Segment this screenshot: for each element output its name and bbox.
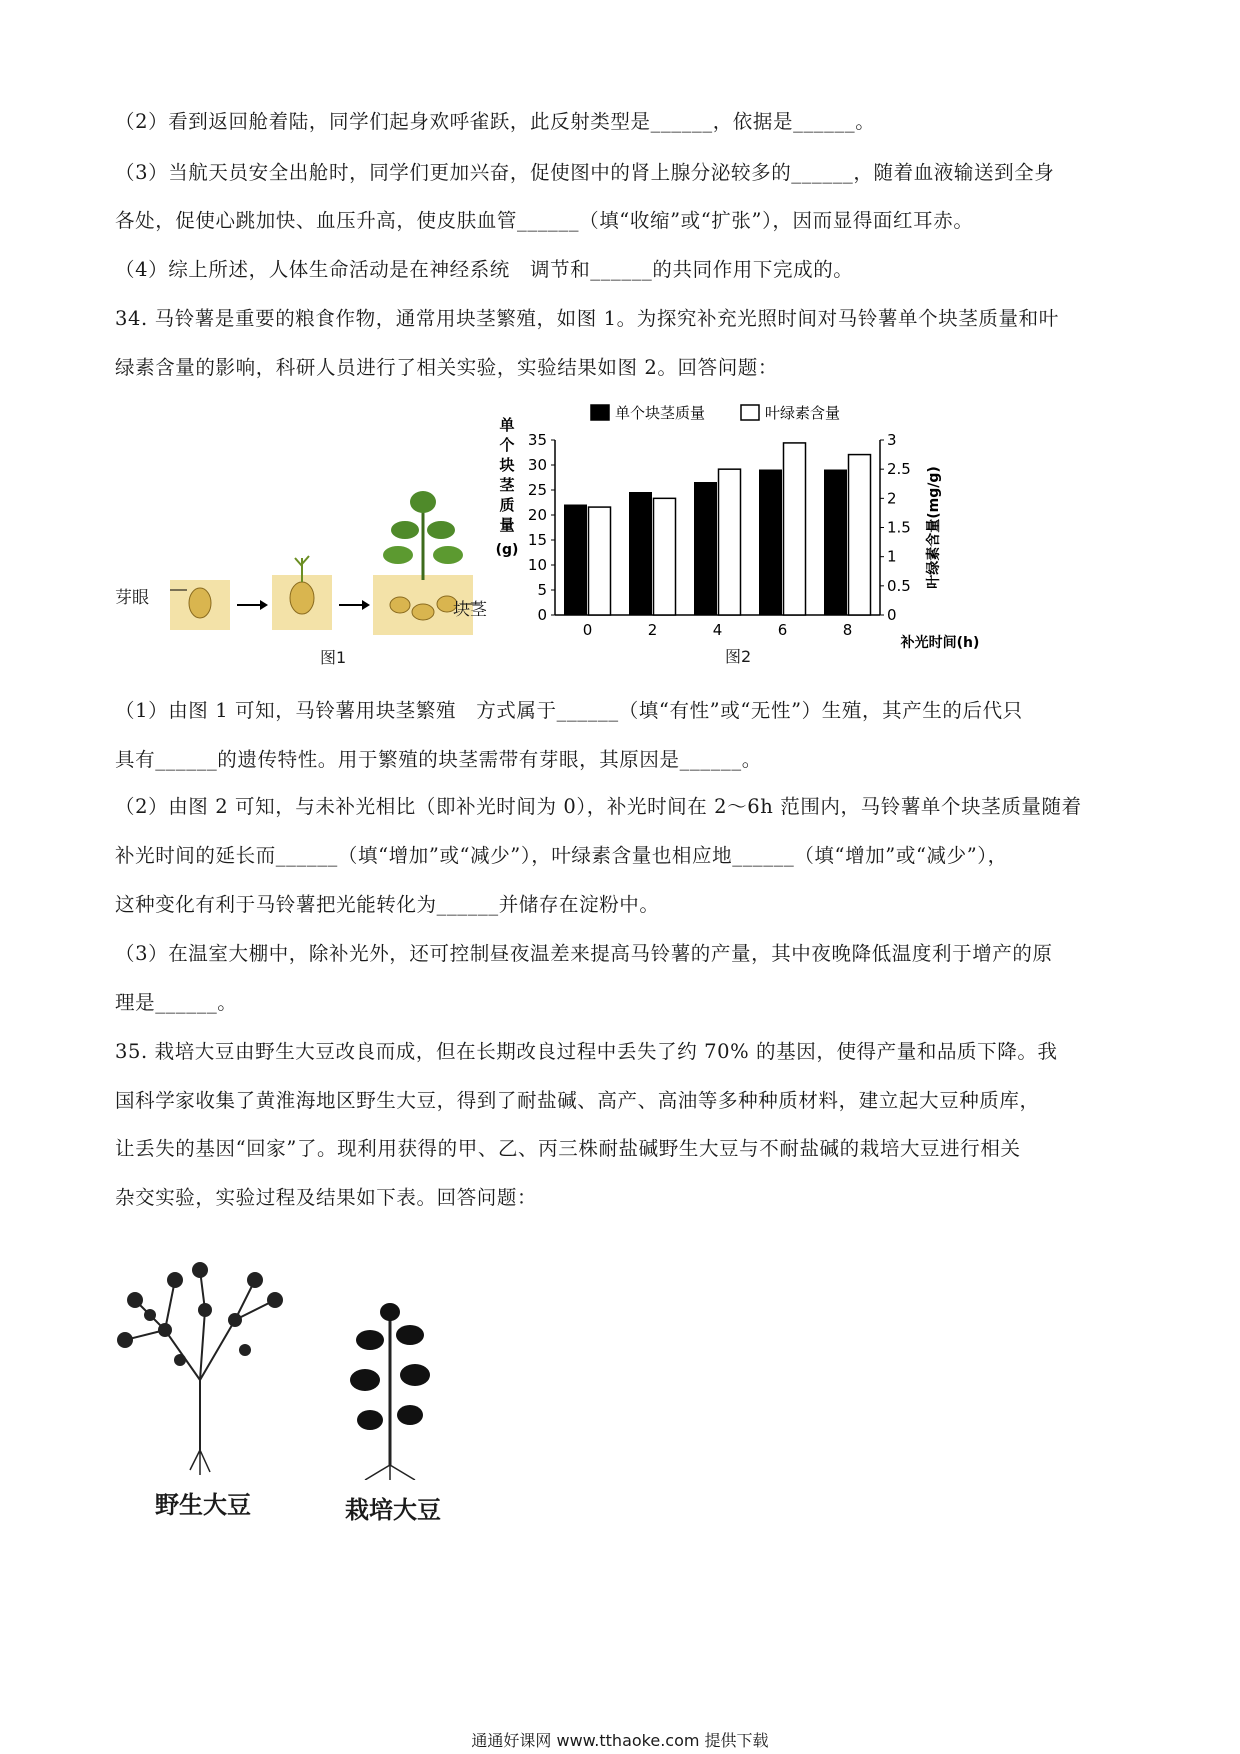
left-axis-unit: (g) [495, 542, 519, 558]
q34-stem-line1: 34. 马铃薯是重要的粮食作物，通常用块茎繁殖，如图 1。为探究补充光照时间对马铃薯单个块茎质量和叶 [115, 307, 1059, 330]
tuber-label: 块茎 [453, 600, 487, 620]
left-axis-label-char: 量 [499, 516, 515, 534]
left-tick-label: 30 [527, 456, 547, 474]
right-tick-label: 0 [887, 606, 897, 624]
right-axis-label: 叶绿素含量(mg/g) [926, 466, 942, 589]
x-tick-label: 8 [842, 621, 853, 639]
bar-tuber-mass [825, 470, 847, 615]
bar-tuber-mass [760, 470, 782, 615]
left-tick-label: 15 [527, 531, 547, 549]
left-tick-label: 10 [527, 556, 547, 574]
bar-tuber-mass [565, 505, 587, 615]
q33-part2: （2）看到返回舱着陆，同学们起身欢呼雀跃，此反射类型是______，依据是______。 [115, 110, 876, 133]
arrow-1-head [260, 600, 268, 610]
x-tick-label: 0 [582, 621, 593, 639]
right-tick-label: 1 [887, 547, 897, 566]
soybean-figure [105, 1250, 485, 1524]
left-tick-label: 35 [527, 431, 547, 449]
q34-part2-line3: 这种变化有利于马铃薯把光能转化为______并储存在淀粉中。 [115, 893, 660, 916]
cultivated-soybean-drawing [350, 1303, 430, 1480]
x-tick-label: 2 [647, 621, 658, 639]
bar-tuber-mass [695, 483, 717, 616]
bar-tuber-mass [630, 493, 652, 616]
left-axis-label-char: 个 [499, 436, 515, 454]
seed-tuber-2 [290, 582, 314, 614]
page-footer: 通通好课网 www.tthaoke.com 提供下载 [471, 1731, 769, 1750]
right-tick-label: 2.5 [887, 460, 911, 479]
leaf [427, 521, 455, 539]
q35-stem-line1: 35. 栽培大豆由野生大豆改良而成，但在长期改良过程中丢失了约 70% 的基因，使得产量和品质下降。我 [115, 1040, 1058, 1063]
left-tick-label: 20 [527, 506, 547, 524]
legend-label: 叶绿素含量 [765, 404, 841, 422]
q34-part3-line2: 理是______。 [115, 991, 238, 1014]
arrow-2-head [362, 600, 370, 610]
q35-stem-line4: 杂交实验，实验过程及结果如下表。回答问题： [115, 1186, 538, 1209]
leaf [433, 546, 463, 564]
right-tick-label: 1.5 [887, 518, 911, 537]
q34-stem-line2: 绿素含量的影响，科研人员进行了相关实验，实验结果如图 2。回答问题： [115, 356, 779, 379]
q34-part2-line2: 补光时间的延长而______（填“增加”或“减少”），叶绿素含量也相应地______（填“增加”或“减少”）， [115, 844, 1008, 867]
left-tick-label: 0 [537, 606, 547, 624]
q34-part3-line1: （3）在温室大棚中，除补光外，还可控制昼夜温差来提高马铃薯的产量，其中夜晚降低温度利于增产的原 [115, 942, 1053, 965]
q34-part1-line1: （1）由图 1 可知，马铃薯用块茎繁殖 方式属于______（填“有性”或“无性”）生殖，其产生的后代只 [115, 699, 1023, 722]
left-tick-label: 25 [527, 481, 547, 499]
figure-2 [495, 400, 985, 670]
bar-chlorophyll [849, 455, 871, 615]
q33-part3-line1: （3）当航天员安全出舱时，同学们更加兴奋，促使图中的肾上腺分泌较多的______，随着血液输送到全身 [115, 161, 1055, 184]
q34-part1-line2: 具有______的遗传特性。用于繁殖的块茎需带有芽眼，其原因是______。 [115, 748, 762, 771]
leaf [383, 546, 413, 564]
bar-chlorophyll [784, 443, 806, 615]
cultivated-soybean-label: 栽培大豆 [345, 1496, 441, 1524]
wild-soybean-leaves [117, 1262, 283, 1366]
right-tick-label: 0.5 [887, 576, 911, 595]
q33-part3-line2: 各处，促使心跳加快、血压升高，使皮肤血管______（填“收缩”或“扩张”），因而显得面红耳赤。 [115, 209, 974, 232]
bar-chlorophyll [589, 507, 611, 615]
potato-growth-illustration [115, 480, 505, 670]
q34-part2-line1: （2）由图 2 可知，与未补光相比（即补光时间为 0），补光时间在 2～6h 范围内，马铃薯单个块茎质量随着 [115, 795, 1082, 818]
seed-tuber-1 [189, 588, 211, 618]
left-axis-label-char: 茎 [499, 476, 515, 494]
right-tick-label: 3 [887, 431, 897, 449]
q33-part4: （4）综上所述，人体生命活动是在神经系统 调节和______的共同作用下完成的。 [115, 258, 854, 281]
figure-1-caption: 图1 [320, 648, 347, 667]
x-tick-label: 4 [712, 621, 723, 639]
q35-stem-line3: 让丢失的基因“回家”了。现利用获得的甲、乙、丙三株耐盐碱野生大豆与不耐盐碱的栽培大豆进行相关 [115, 1137, 1021, 1160]
x-tick-label: 6 [777, 621, 788, 639]
left-axis-label-char: 质 [499, 496, 515, 514]
soybean-illustration [105, 1250, 485, 1480]
x-axis-label: 补光时间(h) [900, 635, 980, 651]
left-tick-label: 5 [537, 581, 547, 599]
left-axis-label-char: 单 [499, 416, 515, 434]
legend-swatch [591, 405, 609, 420]
bar-chart [495, 400, 985, 670]
legend-label: 单个块茎质量 [615, 404, 706, 422]
figure-2-caption: 图2 [725, 647, 752, 666]
leaf [391, 521, 419, 539]
bud-eye-label: 芽眼 [115, 588, 149, 608]
wild-soybean-label: 野生大豆 [155, 1491, 251, 1519]
legend-swatch [741, 405, 759, 420]
left-axis-label-char: 块 [499, 456, 515, 474]
leaf [410, 491, 436, 513]
tuber [390, 597, 410, 613]
figure-1 [115, 480, 505, 670]
bar-chlorophyll [719, 469, 741, 615]
right-tick-label: 2 [887, 489, 897, 508]
bar-chlorophyll [654, 498, 676, 615]
q35-stem-line2: 国科学家收集了黄淮海地区野生大豆，得到了耐盐碱、高产、高油等多种种质材料，建立起大豆种质库， [115, 1089, 1040, 1112]
tuber [412, 604, 434, 620]
wild-soybean-drawing [125, 1270, 275, 1475]
